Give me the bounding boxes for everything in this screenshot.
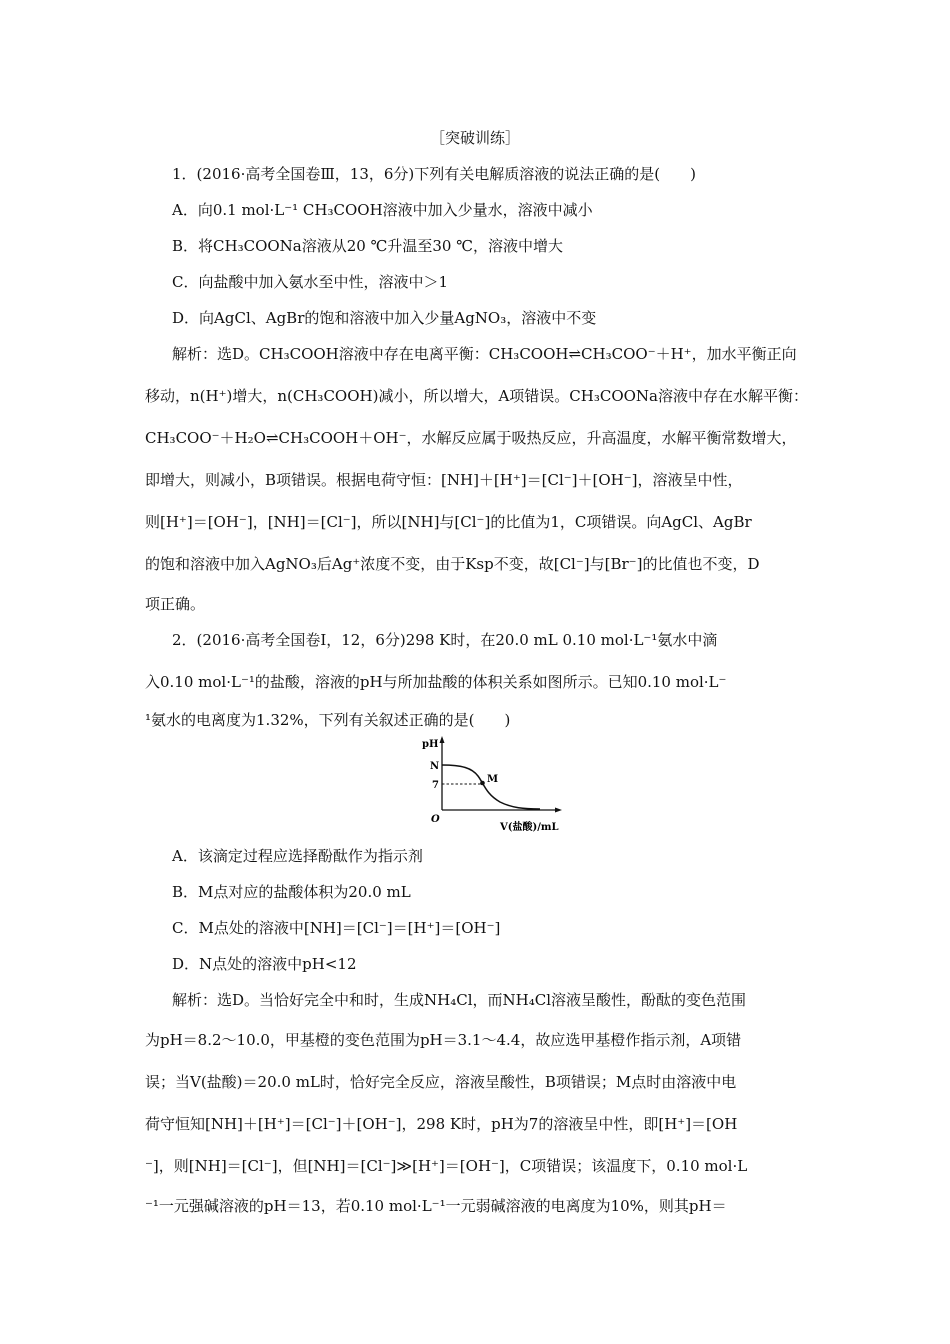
q2-option-b: B．M点对应的盐酸体积为20.0 mL [172, 883, 411, 901]
x-axis-arrow [555, 808, 562, 813]
origin-label: O [431, 814, 440, 825]
y-axis-arrow [440, 736, 445, 743]
point-m-marker [480, 781, 485, 786]
q1-analysis-line: 即增大，则减小，B项错误。根据电荷守恒：[NH]＋[H⁺]＝[Cl⁻]＋[OH⁻]，溶液呈中性， [145, 471, 743, 489]
q2-analysis-line: 荷守恒知[NH]＋[H⁺]＝[Cl⁻]＋[OH⁻]，298 K时，pH为7的溶液呈中性，即[H⁺]＝[OH [145, 1115, 738, 1133]
q1-option-c: C．向盐酸中加入氨水至中性，溶液中＞1 [172, 273, 449, 291]
q2-stem-line: 入0.10 mol·L⁻¹的盐酸，溶液的pH与所加盐酸的体积关系如图所示。已知0.10 mol·L⁻ [145, 673, 727, 691]
titration-curve [442, 765, 540, 809]
section-heading: ［突破训练］ [429, 129, 520, 147]
q2-analysis-line: 为pH＝8.2～10.0，甲基橙的变色范围为pH＝3.1～4.4，故应选甲基橙作指示剂，A项错 [145, 1031, 742, 1049]
titration-curve-svg [420, 732, 570, 837]
tick-7-label: 7 [432, 780, 439, 791]
point-n-label: N [430, 761, 440, 772]
q2-analysis-line: ⁻]，则[NH]＝[Cl⁻]，但[NH]＝[Cl⁻]≫[H⁺]＝[OH⁻]，C项错误；该温度下，0.10 mol·L [145, 1157, 748, 1175]
q1-option-b: B．将CH₃COONa溶液从20 ℃升温至30 ℃，溶液中增大 [172, 237, 564, 255]
q1-analysis-line: 的饱和溶液中加入AgNO₃后Ag⁺浓度不变，由于Ksp不变，故[Cl⁻]与[Br⁻]的比值也不变，D [145, 555, 760, 573]
q2-analysis-line: 解析：选D。当恰好完全中和时，生成NH₄Cl，而NH₄Cl溶液呈酸性，酚酞的变色范围 [172, 991, 747, 1009]
q2-option-c: C．M点处的溶液中[NH]＝[Cl⁻]＝[H⁺]＝[OH⁻] [172, 919, 501, 937]
q1-analysis-line: 项正确。 [145, 595, 206, 613]
q1-analysis-line: CH₃COO⁻＋H₂O⇌CH₃COOH＋OH⁻，水解反应属于吸热反应，升高温度，水解平衡常数增大， [145, 429, 797, 447]
q1-analysis-line: 则[H⁺]＝[OH⁻]，[NH]＝[Cl⁻]，所以[NH]与[Cl⁻]的比值为1，C项错误。向AgCl、AgBr [145, 513, 752, 531]
q2-analysis-line: 误；当V(盐酸)＝20.0 mL时，恰好完全反应，溶液呈酸性，B项错误；M点时由溶液中电 [145, 1073, 737, 1091]
q1-stem: 1．(2016·高考全国卷Ⅲ，13，6分)下列有关电解质溶液的说法正确的是( ) [172, 165, 696, 183]
titration-curve-figure [420, 732, 570, 837]
point-m-label: M [487, 774, 499, 785]
q2-option-d: D．N点处的溶液中pH<12 [172, 955, 357, 973]
q1-option-a: A．向0.1 mol·L⁻¹ CH₃COOH溶液中加入少量水，溶液中减小 [172, 201, 593, 219]
q2-analysis-line: ⁻¹一元强碱溶液的pH＝13，若0.10 mol·L⁻¹一元弱碱溶液的电离度为10%，则其pH＝ [145, 1197, 727, 1215]
q1-analysis-line: 移动，n(H⁺)增大，n(CH₃COOH)减小，所以增大，A项错误。CH₃COONa溶液中存在水解平衡： [145, 387, 808, 405]
y-axis-label: pH [422, 739, 439, 750]
q1-option-d: D．向AgCl、AgBr的饱和溶液中加入少量AgNO₃，溶液中不变 [172, 309, 597, 327]
q2-stem-line: ¹氨水的电离度为1.32%，下列有关叙述正确的是( ) [145, 711, 511, 729]
q1-analysis-line: 解析：选D。CH₃COOH溶液中存在电离平衡：CH₃COOH⇌CH₃COO⁻＋H⁺，加水平衡正向 [172, 345, 797, 363]
x-axis-label: V(盐酸)/mL [500, 822, 559, 833]
q2-stem-line: 2．(2016·高考全国卷Ⅰ，12，6分)298 K时，在20.0 mL 0.10 mol·L⁻¹氨水中滴 [172, 631, 718, 649]
q2-option-a: A．该滴定过程应选择酚酞作为指示剂 [172, 847, 423, 865]
